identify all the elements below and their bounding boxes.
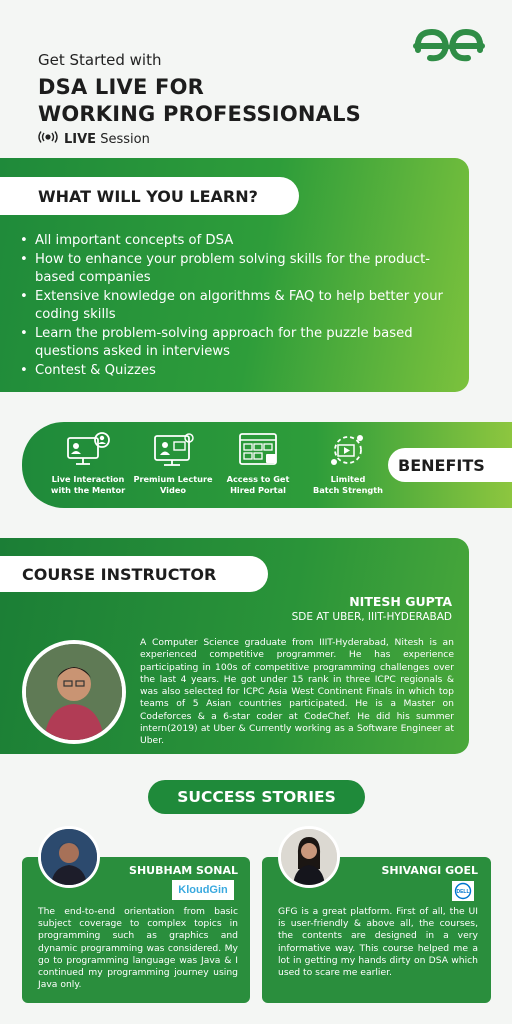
learn-list [20,232,466,380]
instructor-bio: A Computer Science graduate from IIIT-Hyderabad, Nitesh is an experienced competitive programmer. He has experience participating in 100s of competitive programming challenges over the last 4 years. He got under 15 rank in three ICPC regionals & was also selected for ICPC Asia West Continent Finals in which top teams of 5 Asian countries participated. He is a Master on Codeforces & a 6-star coder at CodeChef. He did his summer intern(2019) at Uber & Currently working as a Software Engineer at Uber. [140,637,454,747]
kloudgin-logo: KloudGin [172,880,234,900]
broadcast-icon [38,131,58,147]
benefits-heading: BENEFITS [388,448,512,482]
benefit-label-1: Limited [330,474,366,484]
title-line-1: DSA LIVE FOR [38,75,204,99]
list-item: • All important concepts of DSA [20,232,466,251]
live-session-label [38,131,150,147]
video-lecture-icon [149,430,197,470]
avatar [38,826,100,888]
benefit-label-2: Video [159,485,187,495]
instructor-avatar [22,640,126,744]
benefit-label-1: Access to Get [226,474,290,484]
intro-text: Get Started with [38,51,162,69]
benefit-label-2: Batch Strength [312,485,384,495]
instructor-role: SDE AT UBER, IIIT-HYDERABAD [291,611,452,623]
story-name: SHUBHAM SONAL [129,864,238,877]
learn-heading: WHAT WILL YOU LEARN? [0,177,299,215]
list-item: • How to enhance your problem solving skills for the product-based companies [20,251,466,288]
dell-logo-text: DELL [456,889,470,896]
dell-logo-icon [454,882,472,900]
hiring-portal-icon [234,430,282,470]
success-heading: SUCCESS STORIES [148,780,365,814]
benefit-limited-batch [303,430,393,496]
benefit-premium-video [128,430,218,496]
benefit-label-2: Hired Portal [230,485,286,495]
session-label: Session [100,131,150,147]
story-text: The end-to-end orientation from basic subject coverage to complex topics in programming such as graphics and dynamic programming was considered. My go to programming language was Java & I continued my programming journey using Java only. [38,906,238,991]
mentor-interaction-icon [64,430,112,470]
instructor-heading: COURSE INSTRUCTOR [0,556,268,592]
dell-logo [452,881,474,901]
benefit-hired-portal [213,430,303,496]
benefit-label-2: with the Mentor [50,485,126,495]
story-text: GFG is a great platform. First of all, the UI is user-friendly & above all, the courses, the contents are designed in a very informative way. This course helped me a lot in getting my hands dirty on DSA which used to scare me earlier. [278,906,478,979]
batch-strength-icon [324,430,372,470]
title-line-2: WORKING PROFESSIONALS [38,102,362,126]
gfg-logo-icon [410,22,488,66]
instructor-name: NITESH GUPTA [349,594,452,609]
benefit-label-1: Live Interaction [51,474,125,484]
benefit-live-interaction [43,430,133,496]
list-item: • Extensive knowledge on algorithms & FAQ to help better your coding skills [20,288,466,325]
list-item: • Contest & Quizzes [20,362,466,381]
page-title [38,74,361,128]
list-item: • Learn the problem-solving approach for the puzzle based questions asked in interviews [20,325,466,362]
story-name: SHIVANGI GOEL [381,864,478,877]
benefit-label-1: Premium Lecture [133,474,213,484]
live-label: LIVE [64,131,97,147]
avatar [278,826,340,888]
